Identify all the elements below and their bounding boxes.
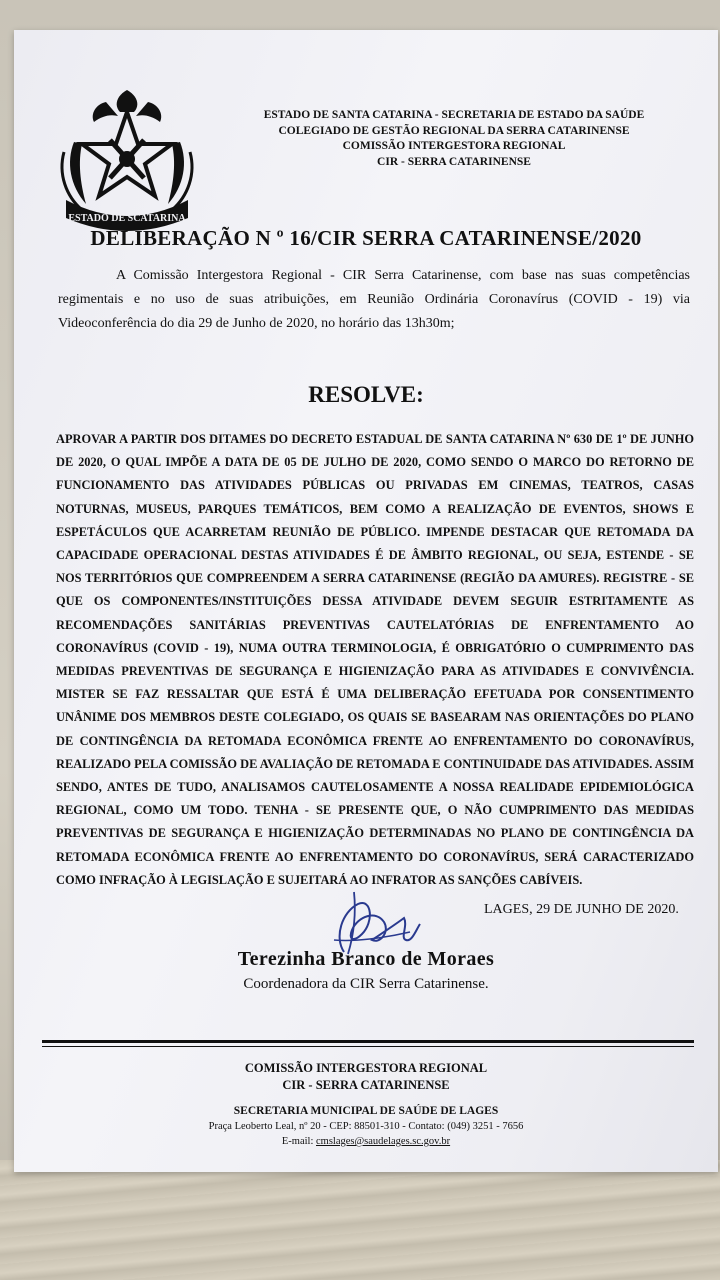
document-date: LAGES, 29 DE JUNHO DE 2020. [484,902,679,917]
document-header [244,108,664,170]
header-line-state: ESTADO DE SANTA CATARINA - SECRETARIA DE ESTADO DA SAÚDE [263,109,645,121]
document-footer [14,1060,718,1149]
header-line-comissao: COMISSÃO INTERGESTORA REGIONAL [342,140,566,152]
table-surface [0,1160,720,1280]
header-line-cir: CIR - SERRA CATARINENSE [377,155,531,168]
footer-divider-thin [42,1046,694,1047]
document-title: DELIBERAÇÃO N º 16/CIR SERRA CATARINENSE/2020 [90,226,642,250]
document-page [14,30,718,1172]
header-line-colegiado: COLEGIADO DE GESTÃO REGIONAL DA SERRA CATARINENSE [278,124,630,137]
signer-role: Coordenadora da CIR Serra Catarinense. [243,976,489,992]
footer-org-line2: CIR - SERRA CATARINENSE [282,1078,450,1092]
crest-ribbon-text: ESTADO DE SCATARINA [68,213,186,224]
signer-name: Terezinha Branco de Moraes [237,948,495,970]
state-coat-of-arms-icon [56,82,198,232]
intro-paragraph: A Comissão Intergestora Regional - CIR Serra Catarinense, com base nas suas competências regimentais e no uso de suas atribuições, em Reunião Ordinária Coronavírus (COVID - 19) via Videoconferência do dia 29 de Junho de 2020, no horário das 13h30m; [58,268,690,331]
footer-secretaria: SECRETARIA MUNICIPAL DE SAÚDE DE LAGES [233,1105,499,1117]
footer-email-line [14,1134,718,1149]
resolution-body: APROVAR A PARTIR DOS DITAMES DO DECRETO ESTADUAL DE SANTA CATARINA Nº 630 DE 1º DE JUNHO DE 2020, O QUAL IMPÕE A DATA DE 05 DE JULHO DE 2020, COMO SENDO O MARCO DO RETORNO DE FUNCIONAMENTO DAS ATIVIDADES PÚBLICAS OU PRIVADAS EM CINEMAS, TEATROS, CASAS NOTURNAS, MUSEUS, PARQUES TEMÁTICOS, BEM COMO A REALIZAÇÃO DE EVENTOS, SHOWS E ESPETÁCULOS QUE ACARRETAM REUNIÃO DE PÚBLICO. IMPENDE DESTACAR QUE RETOMADA DA CAPACIDADE OPERACIONAL DESTAS ATIVIDADES É DE ÂMBITO REGIONAL, OU SEJA, ESTENDE - SE NOS TERRITÓRIOS QUE COMPREENDEM A SERRA CATARINENSE (REGIÃO DA AMURES). REGISTRE - SE QUE OS COMPONENTES/INSTITUIÇÕES DESSA ATIVIDADE DEVEM SEGUIR ESTRITAMENTE AS RECOMENDAÇÕES SANITÁRIAS PREVENTIVAS CAUTELATÓRIAS DE ENFRENTAMENTO AO CORONAVÍRUS (COVID - 19), NUMA OUTRA TERMINOLOGIA, É OBRIGATÓRIO O CUMPRIMENTO DAS MEDIDAS PREVENTIVAS DE SEGURANÇA E HIGIENIZAÇÃO PARA AS ATIVIDADES E CONVIVÊNCIA. MISTER SE FAZ RESSALTAR QUE ESTÁ É UMA DELIBERAÇÃO EFETUADA POR CONSENTIMENTO UNÂNIME DOS MEMBROS DESTE COLEGIADO, OS QUAIS SE BASEARAM NAS ORIENTAÇÕES DO PLANO DE CONTINGÊNCIA DA RETOMADA ECONÔMICA FRENTE AO ENFRENTAMENTO DO CORONAVÍRUS, REALIZADO PELA COMISSÃO DE AVALIAÇÃO DE RETOMADA E CONTINUIDADE DAS ATIVIDADES. ASSIM SENDO, ANTES DE TUDO, ANALISAMOS CAUTELOSAMENTE A NOSSA REALIDADE EPIDEMIOLÓGICA REGIONAL, COMO UM TODO. TENHA - SE PRESENTE QUE, O NÃO CUMPRIMENTO DAS MEDIDAS PREVENTIVAS DE SEGURANÇA E HIGIENIZAÇÃO DETERMINADAS NO PLANO DE CONTINGÊNCIA DA RETOMADA ECONÔMICA FRENTE AO ENFRENTAMENTO DO CORONAVÍRUS, SERÁ CARACTERIZADO COMO INFRAÇÃO À LEGISLAÇÃO E SUJEITARÁ AO INFRATOR AS SANÇÕES CABÍVEIS. [56,432,695,887]
resolve-heading: RESOLVE: [308,382,424,407]
footer-org-line1: COMISSÃO INTERGESTORA REGIONAL [244,1061,488,1075]
footer-email-link[interactable]: cmslages@saudelages.sc.gov.br [316,1136,451,1147]
footer-divider-thick [42,1040,694,1043]
footer-address: Praça Leoberto Leal, nº 20 - CEP: 88501-310 - Contato: (049) 3251 - 7656 [208,1121,524,1132]
footer-email-label: E-mail: [281,1136,314,1147]
